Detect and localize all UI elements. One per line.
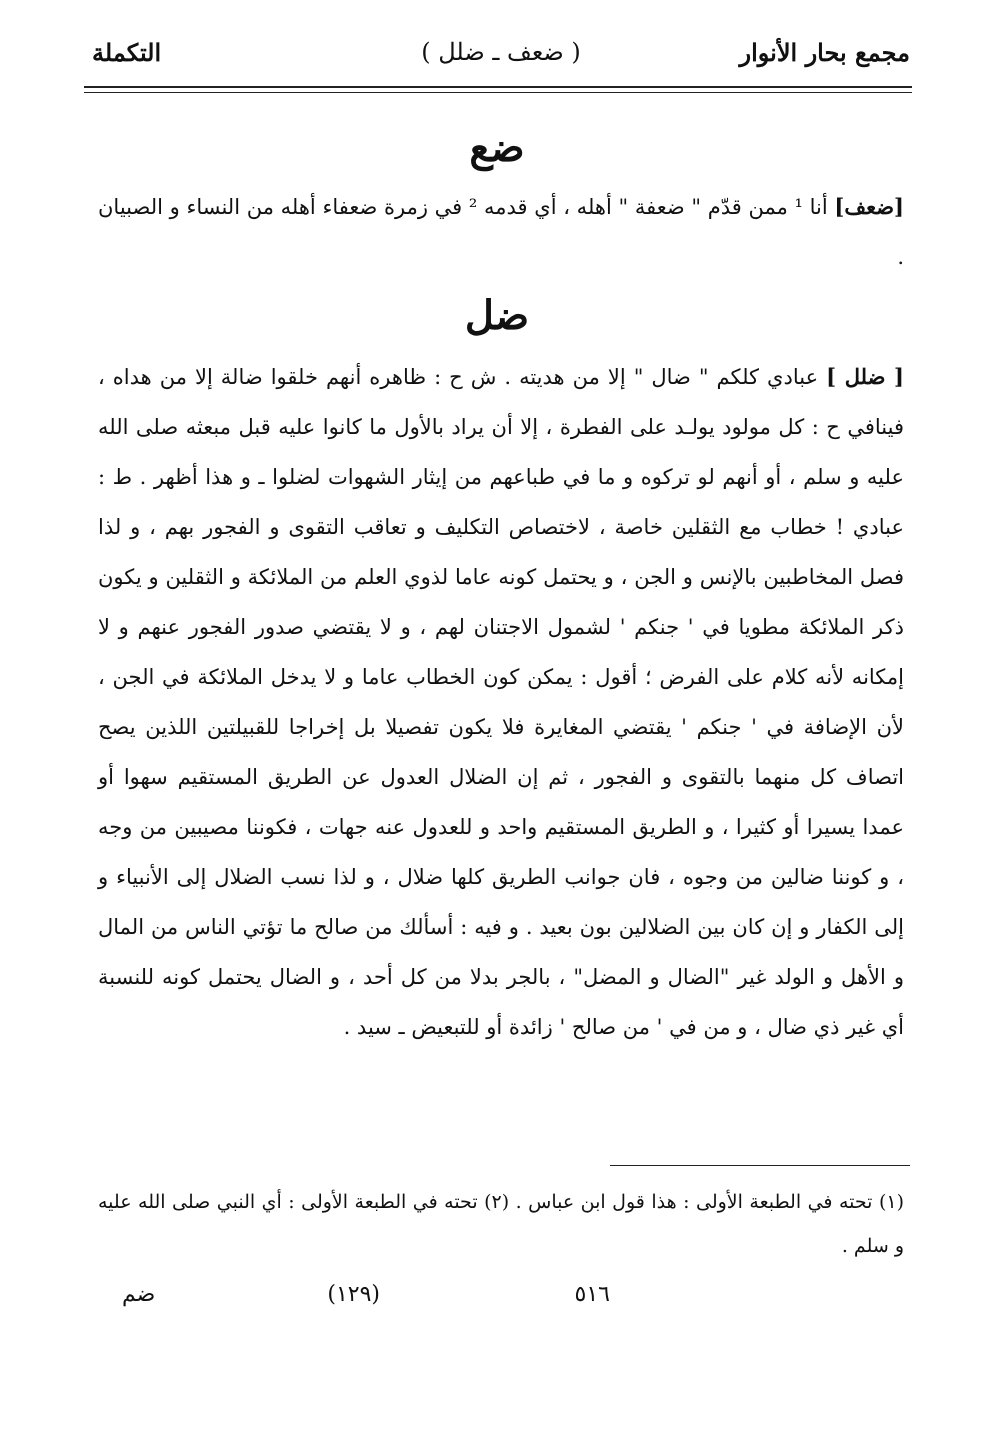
- page-footer: [92, 1282, 910, 1322]
- entry-lemma: [ضعف]: [834, 194, 904, 219]
- entry-paragraph: [98, 182, 904, 282]
- supplement-label: التكملة: [92, 38, 162, 67]
- catchword: ضم: [122, 1282, 156, 1307]
- footnotes: (١) تحته في الطبعة الأولى : هذا قول ابن عباس . (٢) تحته في الطبعة الأولى : أي النبي صلى الله عليه و سلم .: [98, 1191, 904, 1257]
- signature-number: (١٢٩): [327, 1282, 380, 1307]
- entry-text: عبادي كلكم " ضال " إلا من هديته . ش ح : ظاهره أنهم خلقوا ضالة إلا من هداه ، فينافي ح : كل مولود يولـد على الفطرة ، إلا أن يراد بالأول ما كانوا عليه قبل مبعثه صلى الله عليه و سلم ، أو أنهم لو تركوه و ما في طباعهم من إيثار الشهوات لضلوا ـ و هذا أظهر . ط : عبادي ! خطاب مع الثقلين خاصة ، لاختصاص التكليف و تعاقب التقوى و الفجور بهم ، و لذا فصل المخاطبين بالإنس و الجن ، و يحتمل كونه عاما لذوي العلم من الملائكة و الثقلين و يكون ذكر الملائكة مطويا في ' جنكم ' لشمول الاجتنان لهم ، و لا يقتضي صدور الفجور عنهم و لا إمكانه لأنه كلام على الفرض ؛ أقول : يمكن كون الخطاب عاما و لا يدخل الملائكة في الجن ، لأن الإضافة في ' جنكم ' يقتضي المغايرة فلا يكون تفصيلا بل إخراجا للقبيلتين اللذين يصح اتصاف كل منهما بالتقوى و الفجور ، ثم إن الضلال العدول عن الطريق المستقيم سهوا أو عمدا يسيرا أو كثيرا ، و الطريق المستقيم واحد و للعدول عنه جهات ، فكوننا مصيبين من وجه ، و كوننا ضالين من وجوه ، فان جوانب الطريق كلها ضلال ، و لذا نسب الضلال إلى الأنبياء و إلى الكفار و إن كان بين الضلالين بون بعيد . و فيه : أسألك من صالح ما تؤتي الناس من المال و الأهل و الولد غير "الضال و المضل" ، بالجر بدلا من كل أحد ، و الضال يحتمل كونه للنسبة أي غير ذي ضال ، و من في ' من صالح ' زائدة أو للتبعيض ـ سيد .: [98, 365, 905, 1039]
- footnote-rule: [610, 1165, 910, 1166]
- page-number: ٥١٦: [574, 1282, 610, 1307]
- entry-lemma: [ ضلل ]: [826, 364, 904, 389]
- header-range: ( ضعف ـ ضلل ): [421, 38, 581, 66]
- section-heading: ضل: [464, 292, 530, 339]
- header-rule-thin: [84, 92, 912, 93]
- book-title: مجمع بحار الأنوار: [739, 38, 910, 67]
- entry-paragraph: [98, 352, 904, 1052]
- header-rule: [84, 86, 912, 88]
- page-header: [92, 28, 910, 78]
- entry-text: أنا ¹ ممن قدّم " ضعفة " أهله ، أي قدمه ² في زمرة ضعفاء أهله من النساء و الصبيان .: [98, 195, 904, 269]
- section-heading: ضع: [469, 124, 525, 171]
